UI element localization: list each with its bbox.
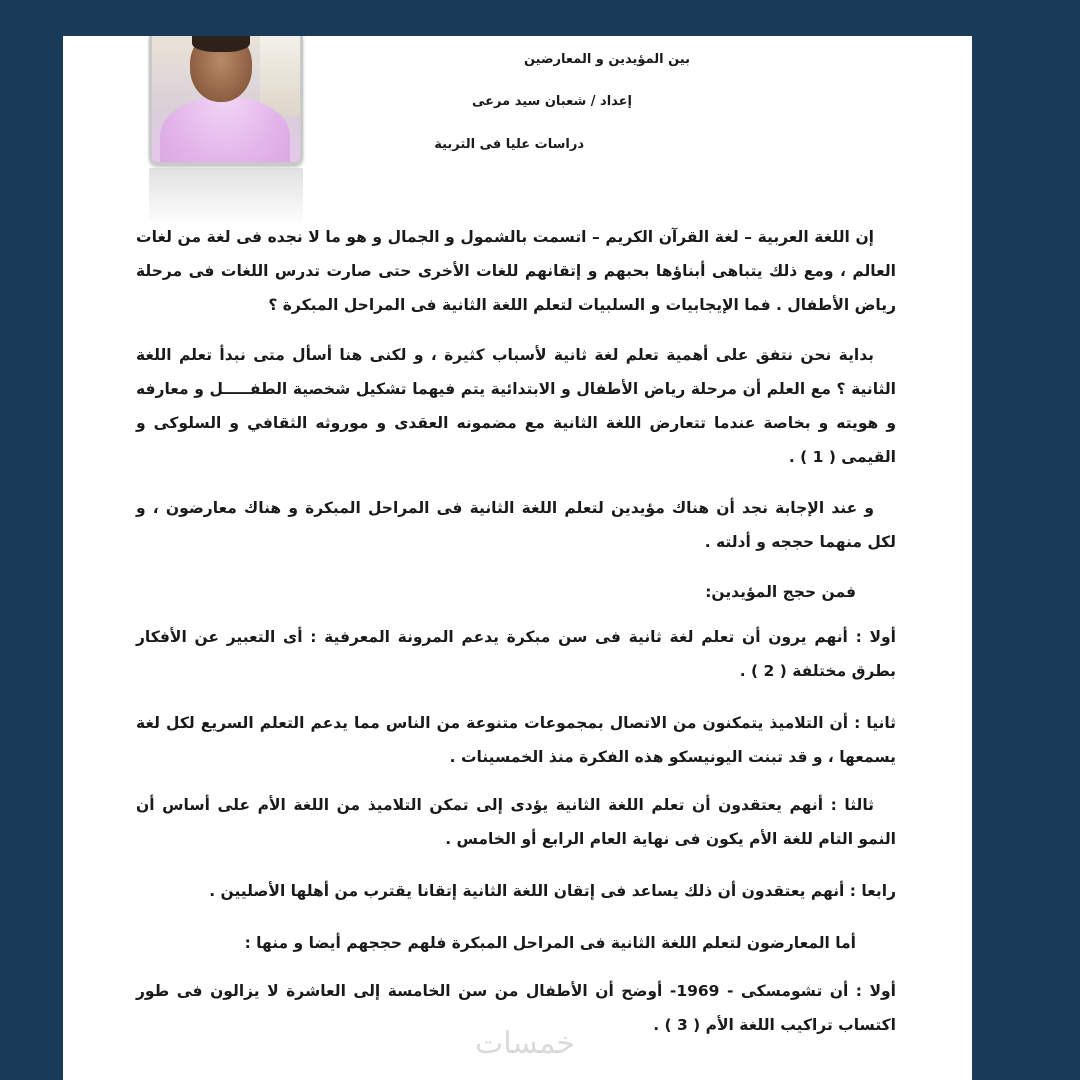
doc-author: إعداد / شعبان سيد مرعى [472, 94, 632, 109]
paragraph-supporters-3: ثالثا : أنهم يعتقدون أن تعلم اللغة الثانية يؤدى إلى تمكن التلاميذ من اللغة الأم على أساس أن النمو التام للغة الأم يكون فى نهاية العام الرابع أو الخامس . [136, 796, 896, 848]
photo-hair [192, 36, 250, 52]
document-page [63, 36, 972, 1080]
paragraph-supporters-1: أولا : أنهم يرون أن تعلم لغة ثانية فى سن مبكرة يدعم المرونة المعرفية : أى التعبير عن الأفكار بطرق مختلفة ( 2 ) . [136, 628, 896, 680]
paragraph-question: بداية نحن نتفق على أهمية تعلم لغة ثانية لأسباب كثيرة ، و لكنى هنا أسأل متى نبدأ تعلم اللغة الثانية ؟ مع العلم أن مرحلة رياض الأطفال و الابتدائية يتم فيهما تشكيل شخصية الطفـــــل و معارفه و هويته و بخاصة عندما تتعارض اللغة الثانية مع مضمونه العقدى و موروثه الثقافي و السلوكى و القيمى ( 1 ) . [136, 346, 896, 466]
paragraph-supporters-4: رابعا : أنهم يعتقدون أن ذلك يساعد فى إتقان اللغة الثانية إتقانا يقترب من أهلها الأصليين . [209, 882, 896, 900]
doc-affiliation: دراسات عليا فى التربية [434, 137, 584, 152]
paragraph-supporters-heading: فمن حجج المؤيدين: [705, 583, 856, 601]
author-photo [149, 36, 303, 165]
paragraph-opponents-1: أولا : أن تشومسكى - 1969- أوضح أن الأطفال من سن الخامسة إلى العاشرة لا يزالون فى طور اكتساب تراكيب اللغة الأم ( 3 ) . [136, 982, 896, 1034]
paragraph-opponents-heading: أما المعارضون لتعلم اللغة الثانية فى المراحل المبكرة فلهم حججهم أيضا و منها : [244, 934, 856, 952]
paragraph-answer: و عند الإجابة نجد أن هناك مؤيدين لتعلم اللغة الثانية فى المراحل المبكرة و هناك معارضون ، و لكل منهما حججه و أدلته . [136, 499, 896, 551]
watermark-logo: خمسات [475, 1026, 576, 1061]
doc-title: بين المؤيدين و المعارضين [523, 52, 690, 67]
photo-reflection [149, 168, 303, 226]
paragraph-supporters-2: ثانيا : أن التلاميذ يتمكنون من الاتصال بمجموعات متنوعة من الناس مما يدعم التعلم السريع لكل لغة يسمعها ، و قد تبنت اليونيسكو هذه الفكرة منذ الخمسينات . [136, 714, 896, 766]
paragraph-intro: إن اللغة العربية – لغة القرآن الكريم – اتسمت بالشمول و الجمال و هو ما لا نجده فى لغة من لغات العالم ، ومع ذلك يتباهى أبناؤها بحبهم و إتقانهم للغات الأخرى حتى صارت تدرس اللغات فى مرحلة رياض الأطفال . فما الإيجابيات و السلبيات لتعلم اللغة الثانية فى المراحل المبكرة ؟ [136, 228, 896, 314]
